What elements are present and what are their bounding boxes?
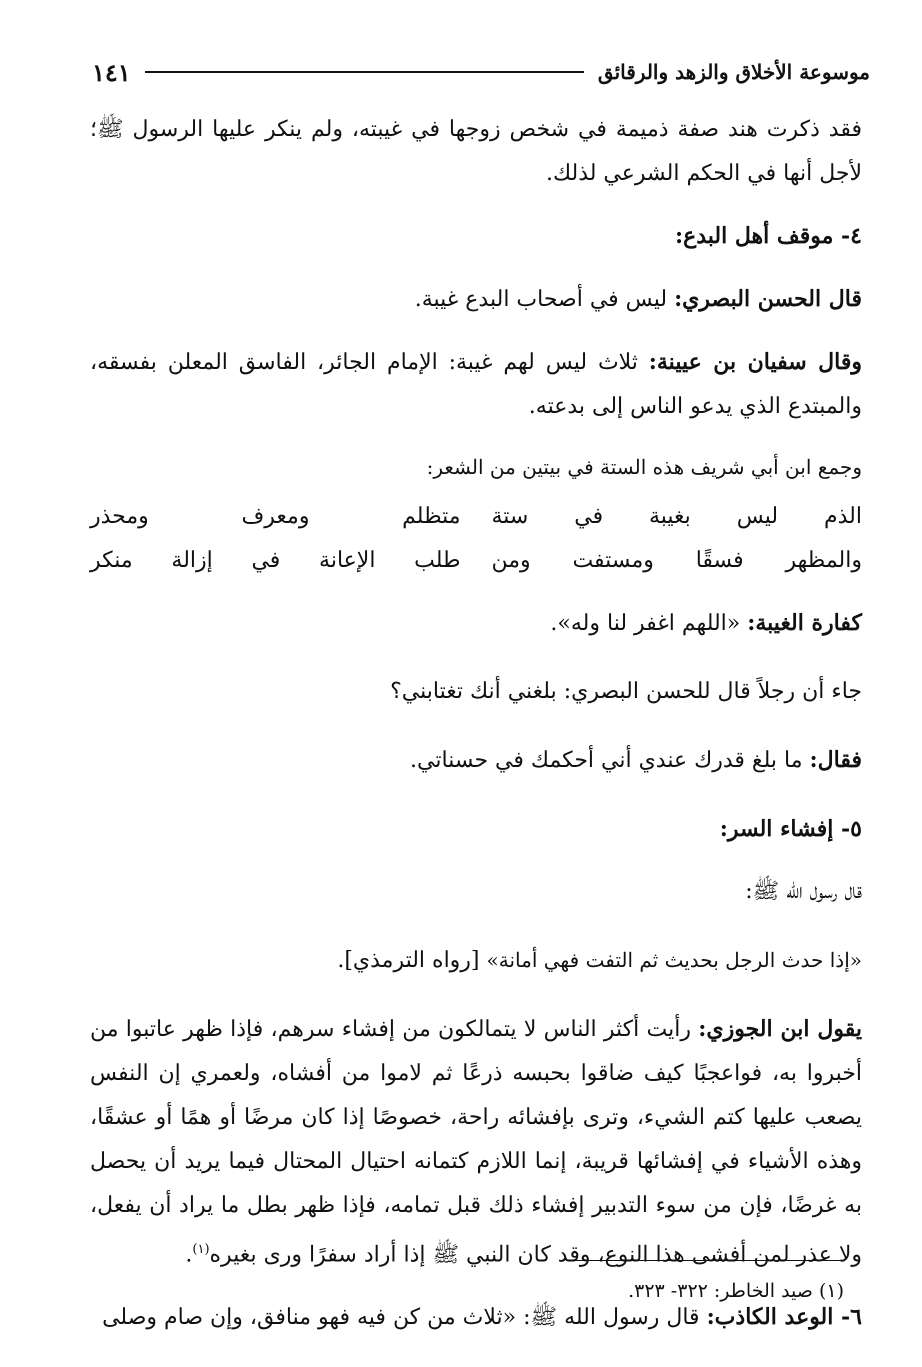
paragraph-hind: فقد ذكرت هند صفة ذميمة في شخص زوجها في غيبته، ولم ينكر عليها الرسول ﷺ؛ لأجل أنها في الحكم الشرعي لذلك. xyxy=(90,117,862,186)
section-heading-secret: ٥- إفشاء السر: xyxy=(719,816,862,842)
footnote-separator xyxy=(574,1260,844,1261)
verse-hemistich: الذم ليس بغيبة في ستة xyxy=(491,504,862,529)
page-content xyxy=(90,108,862,1358)
paragraph-ibn-jawzi: يقول ابن الجوزي: رأيت أكثر الناس لا يتمالكون من إفشاء سرهم، فإذا ظهر عاتبوا من أخبروا به، فواعجبًا كيف ضاقوا بحبسه ذرعًا ثم لاموا من أفشاه، ولعمري إن النفس يصعب عليها كتم الشيء، وترى بإفشائه راحة، خصوصًا إذا كان مرضًا أو همًا أو عشقًا، وهذه الأشياء في إفشائها قريبة، إنما اللازم كتمانه احتيال المحتال فيما يريد أن يحصل به غرضًا، فإن من سوء التدبير إفشاء ذلك قبل تمامه، فإذا ظهر بطل ما يراد أن يفعل، ولا عذر لمن أفشى هذا النوع، وقد كان النبي ﷺ إذا أراد سفرًا ورى بغيره$^{(١)}$. xyxy=(90,1016,862,1268)
footnote: (١) صيد الخاطر: ٣٢٢- ٣٢٣. xyxy=(628,1280,844,1302)
book-title: موسوعة الأخلاق والزهد والرقائق xyxy=(597,60,870,84)
poem xyxy=(90,495,862,583)
page-header xyxy=(92,52,870,92)
paragraph-reply: فقال: ما بلغ قدرك عندي أني أحكمك في حسناتي. xyxy=(410,747,862,773)
paragraph-prophet-said: قال رسول الله ﷺ: xyxy=(745,879,862,904)
paragraph-sufyan: وقال سفيان بن عيينة: ثلاث ليس لهم غيبة: الإمام الجائر، الفاسق المعلن بفسقه، والمبتدع الذي يدعو الناس إلى بدعته. xyxy=(90,349,863,419)
verse-hemistich: طلب الإعانة في إزالة منكر xyxy=(90,548,461,573)
header-rule xyxy=(145,71,584,73)
footnote-marker: (١) xyxy=(192,1242,210,1257)
paragraph-hadith-trust: «إذا حدث الرجل بحديث ثم التفت فهي أمانة» [رواه الترمذي]. xyxy=(337,948,862,973)
paragraph-false-promise: ٦- الوعد الكاذب: قال رسول الله ﷺ: «ثلاث من كن فيه فهو منافق، وإن صام وصلى xyxy=(102,1304,862,1331)
paragraph-man-hasan: جاء أن رجلاً قال للحسن البصري: بلغني أنك تغتابني؟ xyxy=(390,679,862,704)
section-heading-innovators: ٤- موقف أهل البدع: xyxy=(674,223,862,249)
poem-verse-2 xyxy=(90,539,862,583)
poem-verse-1 xyxy=(90,495,862,539)
verse-hemistich: متظلم ومعرف ومحذر xyxy=(90,504,461,529)
paragraph-poem-intro: وجمع ابن أبي شريف هذه الستة في بيتين من الشعر: xyxy=(426,455,862,479)
paragraph-hasan-basri: قال الحسن البصري: ليس في أصحاب البدع غيبة. xyxy=(414,286,862,312)
paragraph-expiation: كفارة الغيبة: «اللهم اغفر لنا وله». xyxy=(550,610,862,636)
verse-hemistich: والمظهر فسقًا ومستفت ومن xyxy=(491,548,862,573)
page-number: ١٤١ xyxy=(92,57,131,87)
